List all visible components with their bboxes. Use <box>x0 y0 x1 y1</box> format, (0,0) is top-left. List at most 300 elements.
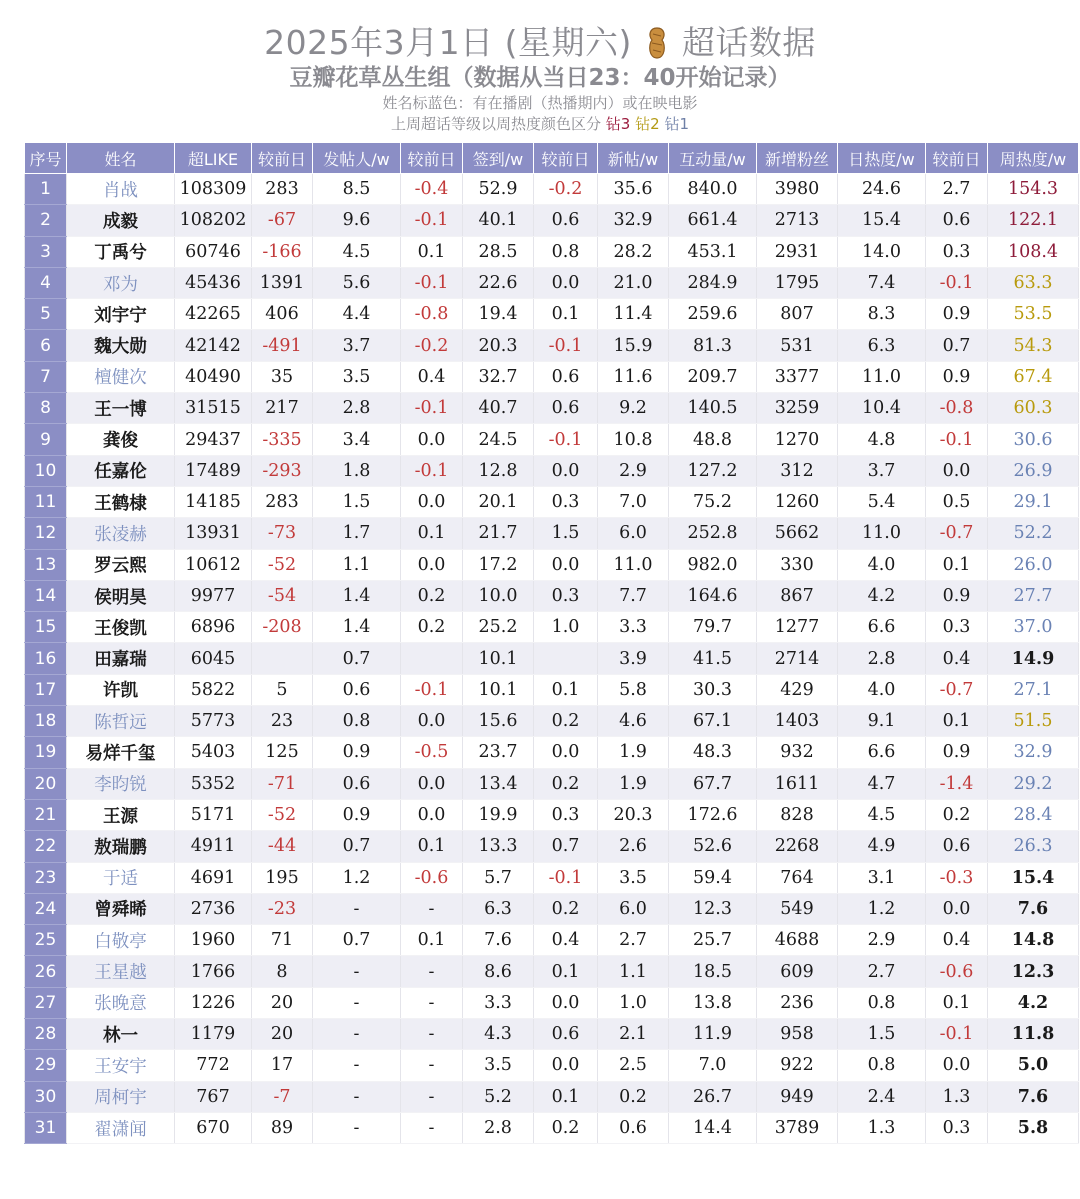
checkin-cell: 17.2 <box>463 549 534 580</box>
new-fans-cell: 531 <box>757 330 838 361</box>
column-header: 较前日 <box>252 143 313 174</box>
weekly-heat-cell: 28.4 <box>988 799 1079 830</box>
posters-cell: 0.6 <box>313 674 401 705</box>
super-like-change-cell: -52 <box>252 799 313 830</box>
super-like-cell: 17489 <box>175 455 252 486</box>
rank-cell: 12 <box>25 518 67 549</box>
interactions-cell: 453.1 <box>669 236 757 267</box>
super-like-change-cell: 89 <box>252 1112 313 1143</box>
new-fans-cell: 828 <box>757 799 838 830</box>
posters-cell: 0.7 <box>313 925 401 956</box>
new-fans-cell: 932 <box>757 737 838 768</box>
table-row <box>25 925 1079 956</box>
new-fans-cell: 922 <box>757 1050 838 1081</box>
daily-heat-change-cell: 0.7 <box>926 330 988 361</box>
super-like-cell: 45436 <box>175 267 252 298</box>
new-posts-cell: 2.6 <box>598 831 669 862</box>
daily-heat-change-cell: 0.6 <box>926 831 988 862</box>
weekly-heat-cell: 27.1 <box>988 674 1079 705</box>
name-cell: 邓为 <box>67 267 175 298</box>
checkin-cell: 10.0 <box>463 580 534 611</box>
checkin-cell: 7.6 <box>463 925 534 956</box>
interactions-cell: 41.5 <box>669 643 757 674</box>
checkin-change-cell <box>534 643 598 674</box>
tier1-label: 钻1 <box>664 115 689 133</box>
checkin-change-cell: -0.1 <box>534 424 598 455</box>
posters-cell: - <box>313 1050 401 1081</box>
new-fans-cell: 1403 <box>757 706 838 737</box>
subtitle: 豆瓣花草丛生组（数据从当日23：40开始记录） <box>289 65 791 91</box>
interactions-cell: 982.0 <box>669 549 757 580</box>
posters-cell: - <box>313 1019 401 1050</box>
name-cell: 张晚意 <box>67 987 175 1018</box>
weekly-heat-cell: 54.3 <box>988 330 1079 361</box>
posters-change-cell: - <box>401 1050 463 1081</box>
checkin-cell: 8.6 <box>463 956 534 987</box>
checkin-change-cell: 0.1 <box>534 299 598 330</box>
super-like-cell: 5352 <box>175 768 252 799</box>
name-cell: 曾舜晞 <box>67 893 175 924</box>
checkin-change-cell: 0.2 <box>534 706 598 737</box>
daily-heat-cell: 4.2 <box>838 580 926 611</box>
daily-heat-cell: 2.9 <box>838 925 926 956</box>
weekly-heat-cell: 52.2 <box>988 518 1079 549</box>
page-title <box>0 22 1080 64</box>
new-fans-cell: 1270 <box>757 424 838 455</box>
column-header: 互动量/w <box>669 143 757 174</box>
posters-change-cell: 0.0 <box>401 799 463 830</box>
super-like-cell: 4911 <box>175 831 252 862</box>
new-posts-cell: 4.6 <box>598 706 669 737</box>
column-header: 超LIKE <box>175 143 252 174</box>
posters-change-cell: - <box>401 1112 463 1143</box>
checkin-cell: 3.5 <box>463 1050 534 1081</box>
super-like-cell: 13931 <box>175 518 252 549</box>
new-fans-cell: 1611 <box>757 768 838 799</box>
table-row <box>25 424 1079 455</box>
new-fans-cell: 2714 <box>757 643 838 674</box>
checkin-cell: 4.3 <box>463 1019 534 1050</box>
super-like-change-cell: 71 <box>252 925 313 956</box>
new-fans-cell: 312 <box>757 455 838 486</box>
new-posts-cell: 11.6 <box>598 361 669 392</box>
posters-cell: 1.4 <box>313 612 401 643</box>
new-posts-cell: 32.9 <box>598 205 669 236</box>
table-row <box>25 706 1079 737</box>
new-posts-cell: 7.7 <box>598 580 669 611</box>
daily-heat-cell: 6.3 <box>838 330 926 361</box>
posters-cell: 3.5 <box>313 361 401 392</box>
name-cell: 王鹤棣 <box>67 486 175 517</box>
interactions-cell: 127.2 <box>669 455 757 486</box>
checkin-cell: 6.3 <box>463 893 534 924</box>
new-posts-cell: 1.9 <box>598 737 669 768</box>
rank-cell: 5 <box>25 299 67 330</box>
table-row <box>25 831 1079 862</box>
checkin-cell: 20.1 <box>463 486 534 517</box>
weekly-heat-cell: 108.4 <box>988 236 1079 267</box>
interactions-cell: 14.4 <box>669 1112 757 1143</box>
super-like-cell: 1226 <box>175 987 252 1018</box>
interactions-cell: 164.6 <box>669 580 757 611</box>
checkin-cell: 28.5 <box>463 236 534 267</box>
super-like-cell: 1960 <box>175 925 252 956</box>
daily-heat-change-cell: 0.4 <box>926 925 988 956</box>
weekly-heat-cell: 12.3 <box>988 956 1079 987</box>
super-like-change-cell: -335 <box>252 424 313 455</box>
checkin-change-cell: 0.1 <box>534 1081 598 1112</box>
posters-cell: 0.8 <box>313 706 401 737</box>
weekly-heat-cell: 15.4 <box>988 862 1079 893</box>
super-like-change-cell: -7 <box>252 1081 313 1112</box>
daily-heat-cell: 24.6 <box>838 174 926 205</box>
daily-heat-change-cell: 2.7 <box>926 174 988 205</box>
checkin-change-cell: 0.2 <box>534 1112 598 1143</box>
posters-change-cell: 0.1 <box>401 518 463 549</box>
table-row <box>25 643 1079 674</box>
posters-change-cell: -0.4 <box>401 174 463 205</box>
posters-cell: 2.8 <box>313 393 401 424</box>
daily-heat-change-cell: -0.7 <box>926 674 988 705</box>
column-header: 周热度/w <box>988 143 1079 174</box>
interactions-cell: 13.8 <box>669 987 757 1018</box>
rank-cell: 24 <box>25 893 67 924</box>
posters-cell: 1.5 <box>313 486 401 517</box>
name-cell: 李昀锐 <box>67 768 175 799</box>
name-cell: 王俊凯 <box>67 612 175 643</box>
new-posts-cell: 15.9 <box>598 330 669 361</box>
name-cell: 林一 <box>67 1019 175 1050</box>
new-fans-cell: 236 <box>757 987 838 1018</box>
name-cell: 王一博 <box>67 393 175 424</box>
interactions-cell: 79.7 <box>669 612 757 643</box>
new-posts-cell: 1.1 <box>598 956 669 987</box>
name-cell: 成毅 <box>67 205 175 236</box>
legend-note-tier <box>0 114 1080 134</box>
super-like-cell: 1766 <box>175 956 252 987</box>
new-posts-cell: 28.2 <box>598 236 669 267</box>
checkin-change-cell: 0.0 <box>534 267 598 298</box>
new-fans-cell: 549 <box>757 893 838 924</box>
super-like-cell: 1179 <box>175 1019 252 1050</box>
interactions-cell: 12.3 <box>669 893 757 924</box>
name-cell: 檀健次 <box>67 361 175 392</box>
table-row <box>25 299 1079 330</box>
super-like-change-cell: 23 <box>252 706 313 737</box>
table-row <box>25 862 1079 893</box>
super-like-cell: 40490 <box>175 361 252 392</box>
new-fans-cell: 1277 <box>757 612 838 643</box>
name-cell: 陈哲远 <box>67 706 175 737</box>
posters-change-cell: 0.2 <box>401 612 463 643</box>
posters-cell: - <box>313 893 401 924</box>
table-row <box>25 236 1079 267</box>
daily-heat-change-cell: 0.0 <box>926 893 988 924</box>
interactions-cell: 661.4 <box>669 205 757 236</box>
daily-heat-change-cell: 0.9 <box>926 737 988 768</box>
interactions-cell: 25.7 <box>669 925 757 956</box>
daily-heat-change-cell: 0.6 <box>926 205 988 236</box>
rank-cell: 25 <box>25 925 67 956</box>
checkin-change-cell: 0.7 <box>534 831 598 862</box>
daily-heat-change-cell: 0.1 <box>926 987 988 1018</box>
posters-change-cell: -0.1 <box>401 455 463 486</box>
tier3-label: 钻3 <box>605 115 631 133</box>
daily-heat-cell: 4.9 <box>838 831 926 862</box>
tier2-label: 钻2 <box>635 115 660 133</box>
posters-change-cell: - <box>401 1081 463 1112</box>
new-fans-cell: 330 <box>757 549 838 580</box>
checkin-change-cell: 0.3 <box>534 580 598 611</box>
checkin-cell: 23.7 <box>463 737 534 768</box>
checkin-change-cell: 0.3 <box>534 799 598 830</box>
daily-heat-cell: 4.5 <box>838 799 926 830</box>
daily-heat-change-cell: 0.3 <box>926 236 988 267</box>
super-like-cell: 14185 <box>175 486 252 517</box>
daily-heat-change-cell: 0.0 <box>926 455 988 486</box>
super-like-change-cell: 217 <box>252 393 313 424</box>
checkin-cell: 25.2 <box>463 612 534 643</box>
report-header <box>0 22 1080 134</box>
posters-cell: 1.4 <box>313 580 401 611</box>
table-row <box>25 1112 1079 1143</box>
table-header-row <box>25 143 1079 174</box>
new-fans-cell: 949 <box>757 1081 838 1112</box>
checkin-cell: 15.6 <box>463 706 534 737</box>
checkin-cell: 21.7 <box>463 518 534 549</box>
posters-change-cell: -0.5 <box>401 737 463 768</box>
posters-cell: 1.8 <box>313 455 401 486</box>
posters-change-cell <box>401 643 463 674</box>
posters-cell: 1.1 <box>313 549 401 580</box>
checkin-cell: 22.6 <box>463 267 534 298</box>
new-posts-cell: 1.0 <box>598 987 669 1018</box>
weekly-heat-cell: 14.9 <box>988 643 1079 674</box>
new-fans-cell: 2931 <box>757 236 838 267</box>
name-cell: 易烊千玺 <box>67 737 175 768</box>
interactions-cell: 30.3 <box>669 674 757 705</box>
rank-cell: 17 <box>25 674 67 705</box>
checkin-change-cell: 0.6 <box>534 361 598 392</box>
daily-heat-cell: 0.8 <box>838 1050 926 1081</box>
posters-change-cell: - <box>401 956 463 987</box>
posters-change-cell: 0.0 <box>401 706 463 737</box>
name-cell: 魏大勋 <box>67 330 175 361</box>
super-like-change-cell: 8 <box>252 956 313 987</box>
column-header: 新帖/w <box>598 143 669 174</box>
posters-change-cell: -0.1 <box>401 205 463 236</box>
weekly-heat-cell: 32.9 <box>988 737 1079 768</box>
posters-cell: 5.6 <box>313 267 401 298</box>
super-like-cell: 31515 <box>175 393 252 424</box>
new-fans-cell: 958 <box>757 1019 838 1050</box>
checkin-change-cell: 0.6 <box>534 205 598 236</box>
interactions-cell: 252.8 <box>669 518 757 549</box>
column-header: 较前日 <box>401 143 463 174</box>
super-like-cell: 5822 <box>175 674 252 705</box>
daily-heat-cell: 1.3 <box>838 1112 926 1143</box>
checkin-change-cell: 0.0 <box>534 549 598 580</box>
daily-heat-cell: 9.1 <box>838 706 926 737</box>
peanut-icon <box>645 26 669 60</box>
tier-note-text: 上周超话等级以周热度颜色区分 <box>391 115 602 133</box>
checkin-cell: 2.8 <box>463 1112 534 1143</box>
column-header: 新增粉丝 <box>757 143 838 174</box>
rank-cell: 22 <box>25 831 67 862</box>
rank-cell: 10 <box>25 455 67 486</box>
table-row <box>25 1081 1079 1112</box>
checkin-cell: 13.3 <box>463 831 534 862</box>
new-posts-cell: 2.9 <box>598 455 669 486</box>
checkin-cell: 5.2 <box>463 1081 534 1112</box>
rank-cell: 8 <box>25 393 67 424</box>
super-like-change-cell: 1391 <box>252 267 313 298</box>
super-like-change-cell: -23 <box>252 893 313 924</box>
new-posts-cell: 6.0 <box>598 893 669 924</box>
weekly-heat-cell: 29.1 <box>988 486 1079 517</box>
daily-heat-cell: 0.8 <box>838 987 926 1018</box>
daily-heat-change-cell: 0.2 <box>926 799 988 830</box>
super-like-change-cell: 20 <box>252 1019 313 1050</box>
super-like-cell: 108309 <box>175 174 252 205</box>
new-fans-cell: 4688 <box>757 925 838 956</box>
checkin-change-cell: 0.0 <box>534 737 598 768</box>
table-row <box>25 518 1079 549</box>
rank-cell: 7 <box>25 361 67 392</box>
column-header: 较前日 <box>926 143 988 174</box>
checkin-cell: 52.9 <box>463 174 534 205</box>
new-posts-cell: 11.0 <box>598 549 669 580</box>
checkin-change-cell: 0.6 <box>534 393 598 424</box>
name-cell: 任嘉伦 <box>67 455 175 486</box>
new-posts-cell: 11.4 <box>598 299 669 330</box>
new-posts-cell: 0.6 <box>598 1112 669 1143</box>
super-like-change-cell: -52 <box>252 549 313 580</box>
daily-heat-change-cell: 0.0 <box>926 1050 988 1081</box>
posters-cell: - <box>313 1112 401 1143</box>
interactions-cell: 18.5 <box>669 956 757 987</box>
super-like-cell: 60746 <box>175 236 252 267</box>
daily-heat-change-cell: -0.8 <box>926 393 988 424</box>
daily-heat-cell: 15.4 <box>838 205 926 236</box>
table-body <box>25 174 1079 1144</box>
daily-heat-cell: 6.6 <box>838 612 926 643</box>
interactions-cell: 209.7 <box>669 361 757 392</box>
super-like-change-cell: -73 <box>252 518 313 549</box>
name-cell: 翟潇闻 <box>67 1112 175 1143</box>
daily-heat-change-cell: -0.7 <box>926 518 988 549</box>
daily-heat-change-cell: -1.4 <box>926 768 988 799</box>
super-like-cell: 108202 <box>175 205 252 236</box>
super-like-cell: 9977 <box>175 580 252 611</box>
table-row <box>25 674 1079 705</box>
daily-heat-cell: 5.4 <box>838 486 926 517</box>
interactions-cell: 7.0 <box>669 1050 757 1081</box>
rank-cell: 26 <box>25 956 67 987</box>
daily-heat-change-cell: 0.3 <box>926 612 988 643</box>
weekly-heat-cell: 14.8 <box>988 925 1079 956</box>
posters-change-cell: - <box>401 987 463 1018</box>
daily-heat-cell: 1.2 <box>838 893 926 924</box>
name-cell: 张凌赫 <box>67 518 175 549</box>
checkin-change-cell: -0.1 <box>534 862 598 893</box>
rank-cell: 21 <box>25 799 67 830</box>
weekly-heat-cell: 26.9 <box>988 455 1079 486</box>
name-cell: 侯明昊 <box>67 580 175 611</box>
checkin-change-cell: 0.0 <box>534 455 598 486</box>
super-like-cell: 5171 <box>175 799 252 830</box>
super-like-cell: 5403 <box>175 737 252 768</box>
new-posts-cell: 3.5 <box>598 862 669 893</box>
daily-heat-change-cell: 0.3 <box>926 1112 988 1143</box>
daily-heat-cell: 4.0 <box>838 674 926 705</box>
super-like-change-cell: 17 <box>252 1050 313 1081</box>
table-row <box>25 737 1079 768</box>
posters-cell: - <box>313 987 401 1018</box>
rank-cell: 6 <box>25 330 67 361</box>
interactions-cell: 81.3 <box>669 330 757 361</box>
new-posts-cell: 2.1 <box>598 1019 669 1050</box>
posters-change-cell: 0.0 <box>401 486 463 517</box>
super-like-change-cell: 20 <box>252 987 313 1018</box>
super-like-cell: 772 <box>175 1050 252 1081</box>
daily-heat-cell: 7.4 <box>838 267 926 298</box>
checkin-cell: 40.1 <box>463 205 534 236</box>
posters-change-cell: 0.4 <box>401 361 463 392</box>
daily-heat-cell: 11.0 <box>838 361 926 392</box>
new-fans-cell: 429 <box>757 674 838 705</box>
checkin-cell: 10.1 <box>463 674 534 705</box>
posters-change-cell: - <box>401 893 463 924</box>
posters-cell: 0.9 <box>313 799 401 830</box>
column-header: 签到/w <box>463 143 534 174</box>
posters-cell: - <box>313 956 401 987</box>
interactions-cell: 75.2 <box>669 486 757 517</box>
posters-change-cell: 0.1 <box>401 925 463 956</box>
weekly-heat-cell: 30.6 <box>988 424 1079 455</box>
name-cell: 刘宇宁 <box>67 299 175 330</box>
rank-cell: 9 <box>25 424 67 455</box>
interactions-cell: 259.6 <box>669 299 757 330</box>
new-fans-cell: 3259 <box>757 393 838 424</box>
title-date: 2025年3月1日 (星期六) <box>264 23 632 62</box>
rank-cell: 18 <box>25 706 67 737</box>
super-like-cell: 42142 <box>175 330 252 361</box>
daily-heat-cell: 4.7 <box>838 768 926 799</box>
new-fans-cell: 807 <box>757 299 838 330</box>
checkin-change-cell: 1.0 <box>534 612 598 643</box>
table-row <box>25 267 1079 298</box>
checkin-change-cell: 0.1 <box>534 674 598 705</box>
daily-heat-cell: 2.4 <box>838 1081 926 1112</box>
interactions-cell: 52.6 <box>669 831 757 862</box>
checkin-change-cell: -0.1 <box>534 330 598 361</box>
daily-heat-change-cell: 0.9 <box>926 580 988 611</box>
new-fans-cell: 2268 <box>757 831 838 862</box>
super-like-cell: 5773 <box>175 706 252 737</box>
checkin-cell: 12.8 <box>463 455 534 486</box>
rank-cell: 16 <box>25 643 67 674</box>
checkin-cell: 10.1 <box>463 643 534 674</box>
posters-change-cell: -0.1 <box>401 267 463 298</box>
posters-change-cell: 0.0 <box>401 549 463 580</box>
daily-heat-change-cell: 1.3 <box>926 1081 988 1112</box>
posters-change-cell: - <box>401 1019 463 1050</box>
posters-change-cell: 0.0 <box>401 768 463 799</box>
column-header: 序号 <box>25 143 67 174</box>
interactions-cell: 67.1 <box>669 706 757 737</box>
posters-cell: 3.7 <box>313 330 401 361</box>
